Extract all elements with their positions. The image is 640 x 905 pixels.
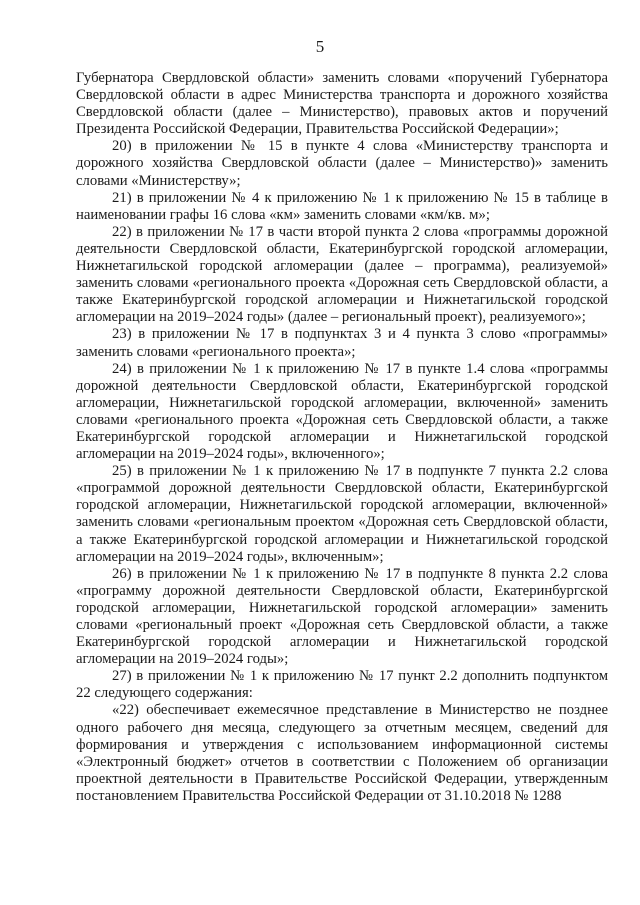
paragraph-continuation: Губернатора Свердловской области» заменить словами «поручений Губернатора Свердловской области в адрес Министерства транспорта и дорожного хозяйства Свердловской области (далее – Министерство), правовых актов и поручений Президента Российской Федерации, Правительства Российской Федерации»; [76,70,608,138]
paragraph-item-22: 22) в приложении № 17 в части второй пункта 2 слова «программы дорожной деятельности Свердловской области, Екатеринбургской городской агломерации, Нижнетагильской городской агломерации (далее – программа), реализуемой» заменить словами «регионального проекта «Дорожная сеть Свердловской области, а также Екатеринбургской городской агломерации и Нижнетагильской городской агломерации на 2019–2024 годы» (далее – региональный проект), реализуемого»; [76,223,608,326]
paragraph-item-25: 25) в приложении № 1 к приложению № 17 в подпункте 7 пункта 2.2 слова «программой дорожной деятельности Свердловской области, Екатеринбургской городской агломерации, Нижнетагильской городской агломерации, включенной» заменить словами «региональным проектом «Дорожная сеть Свердловской области, а также Екатеринбургской городской агломерации и Нижнетагильской городской агломерации на 2019–2024 годы», включенным»; [76,463,608,565]
paragraph-item-26: 26) в приложении № 1 к приложению № 17 в подпункте 8 пункта 2.2 слова «программу дорожной деятельности Свердловской области, Екатеринбургской городской агломерации, Нижнетагильской городской агломерации» заменить словами «региональный проект «Дорожная сеть Свердловской области, а также Екатеринбургской городской агломерации и Нижнетагильской городской агломерации на 2019–2024 годы»; [76,565,608,668]
paragraph-quote-22: «22) обеспечивает ежемесячное представление в Министерство не позднее одного рабочего дня месяца, следующего за отчетным месяцем, сведений для формирования и утверждения с использованием информационной системы «Электронный бюджет» отчетов в соответствии с Положением об организации проектной деятельности в Правительстве Российской Федерации, утвержденным постановлением Правительства Российской Федерации от 31.10.2018 № 1288 [76,702,608,804]
paragraph-item-20: 20) в приложении № 15 в пункте 4 слова «Министерству транспорта и дорожного хозяйства Свердловской области (далее – Министерство)» заменить словами «Министерству»; [76,138,608,189]
page-number: 5 [315,37,325,56]
paragraph-item-21: 21) в приложении № 4 к приложению № 1 к приложению № 15 в таблице в наименовании графы 16 слова «км» заменить словами «км/кв. м»; [76,189,608,223]
paragraph-item-27: 27) в приложении № 1 к приложению № 17 пункт 2.2 дополнить подпунктом 22 следующего содержания: [76,668,608,702]
paragraph-item-23: 23) в приложении № 17 в подпунктах 3 и 4 пункта 3 слово «программы» заменить словами «регионального проекта»; [76,326,608,360]
paragraph-item-24: 24) в приложении № 1 к приложению № 17 в пункте 1.4 слова «программы дорожной деятельности Свердловской области, Екатеринбургской городской агломерации, Нижнетагильской городской агломерации, включенной» заменить словами «регионального проекта «Дорожная сеть Свердловской области, а также Екатеринбургской городской агломерации и Нижнетагильской городской агломерации на 2019–2024 годы», включенного»; [76,360,608,463]
document-body [76,70,608,805]
